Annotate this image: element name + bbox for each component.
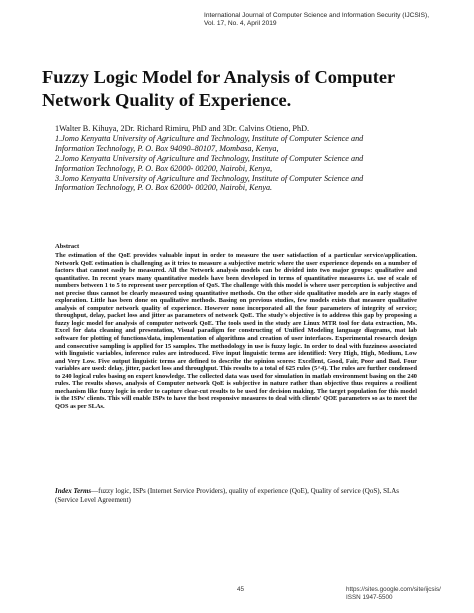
footer-info	[346, 586, 441, 602]
index-terms-label: Index Terms	[55, 487, 92, 495]
affiliation-line: Information Technology, P. O. Box 62000- 00200, Nairobi, Kenya,	[55, 163, 273, 173]
journal-volume: Vol. 17, No. 4, April 2019	[204, 20, 277, 28]
index-terms	[55, 487, 417, 504]
author-names: 1Walter B. Kihuya, 2Dr. Richard Rimiru, PhD and 3Dr. Calvins Otieno, PhD.	[55, 124, 310, 133]
affiliation-line: Information Technology, P. O. Box 94090–80107, Mombasa, Kenya,	[55, 143, 279, 153]
abstract-text: The estimation of the QoE provides valuable input in order to measure the user satisfaction of a particular service/application. Network QoE estimation is challenging as it tries to measure a subjective metric where the user experience depends on a number of factors that cannot easily be measured. All the Network analysis models can be divided into two major groups: qualitative and quantitative. In recent years many quantitative models have been developed in terms of quantitative measures i.e. use of scale of numbers between 1 to 5 to represent user perception of QoS. The challenge with this model is where user perception is subjective and not precise thus cannot be clearly measured using quantitative methods. On the other side qualitative models are in early stages of exploration. Little has been done on qualitative methods. Basing on previous studies, few models exists that measure qualitative analysis of computer network quality of experience. However none incorporated all the four parameters of integrity of service; throughput, delay, packet loss and jitter as parameters of network QoE. The study's objective is to address this gap by proposing a fuzzy logic model for analysis of computer network QoE. The tools used in the study are Linux MTR tool for data extraction, Ms. Excel for data cleaning and presentation, Visual paradigm for constructing of Unified Modeling language diagrams, mat lab software for plotting of functions/data, implementation of algorithms and creation of user interfaces. Experimental research design and consecutive sampling is applied for 15 samples. The methodology in use is fuzzy logic. In order to deal with fuzziness associated with linguistic variables, inference rules are introduced. Five input linguistic terms are identified: Very High, High, Medium, Low and Very Low. Five output linguistic terms are defined to describe the opinion scores: Excellent, Good, Fair, Poor and Bad. Four variables are used: delay, jitter, packet loss and throughput. This results to a total of 625 rules (5^4). The rules are further condensed to 240 logical rules basing on expert knowledge. The collected data was used for simulation in matlab environment basing on the 240 rules. The results shows, analysis of Computer network QoE is subjective in nature rather than objective thus requires a resilient mechanism like fuzzy logic in order to capture clear-cut results to be used for decision making. The target population for this model is the ISPs' clients. This will enable ISPs to have the best responsive measures to deal with clients' QOE parameters so as to meet the QOS as per SLAs.	[55, 252, 417, 410]
affiliation-line: Information Technology, P. O. Box 62000- 00200, Nairobi, Kenya.	[55, 183, 273, 193]
author-block	[55, 124, 455, 193]
affiliation-line: 2.Jomo Kenyatta University of Agriculture and Technology, Institute of Computer Science and	[55, 153, 364, 163]
abstract-heading: Abstract	[55, 243, 80, 250]
journal-header	[204, 12, 466, 29]
affiliation-line: 1.Jomo Kenyatta University of Agriculture and Technology, Institute of Computer Science and	[55, 133, 364, 143]
index-terms-text: —fuzzy logic, ISPs (Internet Service Providers), quality of experience (QoE), Quality of service (QoS), SLAs (Service Level Agreement)	[55, 487, 400, 504]
page-number: 45	[237, 586, 245, 593]
journal-name: International Journal of Computer Science and Information Security (IJCSIS),	[204, 12, 430, 19]
affiliation-line: 3.Jomo Kenyatta University of Agriculture and Technology, Institute of Computer Science and	[55, 173, 364, 183]
footer-url: https://sites.google.com/site/ijcsis/	[346, 586, 441, 593]
footer-issn: ISSN 1947-5500	[346, 594, 393, 602]
paper-title: Fuzzy Logic Model for Analysis of Computer Network Quality of Experience.	[42, 67, 395, 110]
